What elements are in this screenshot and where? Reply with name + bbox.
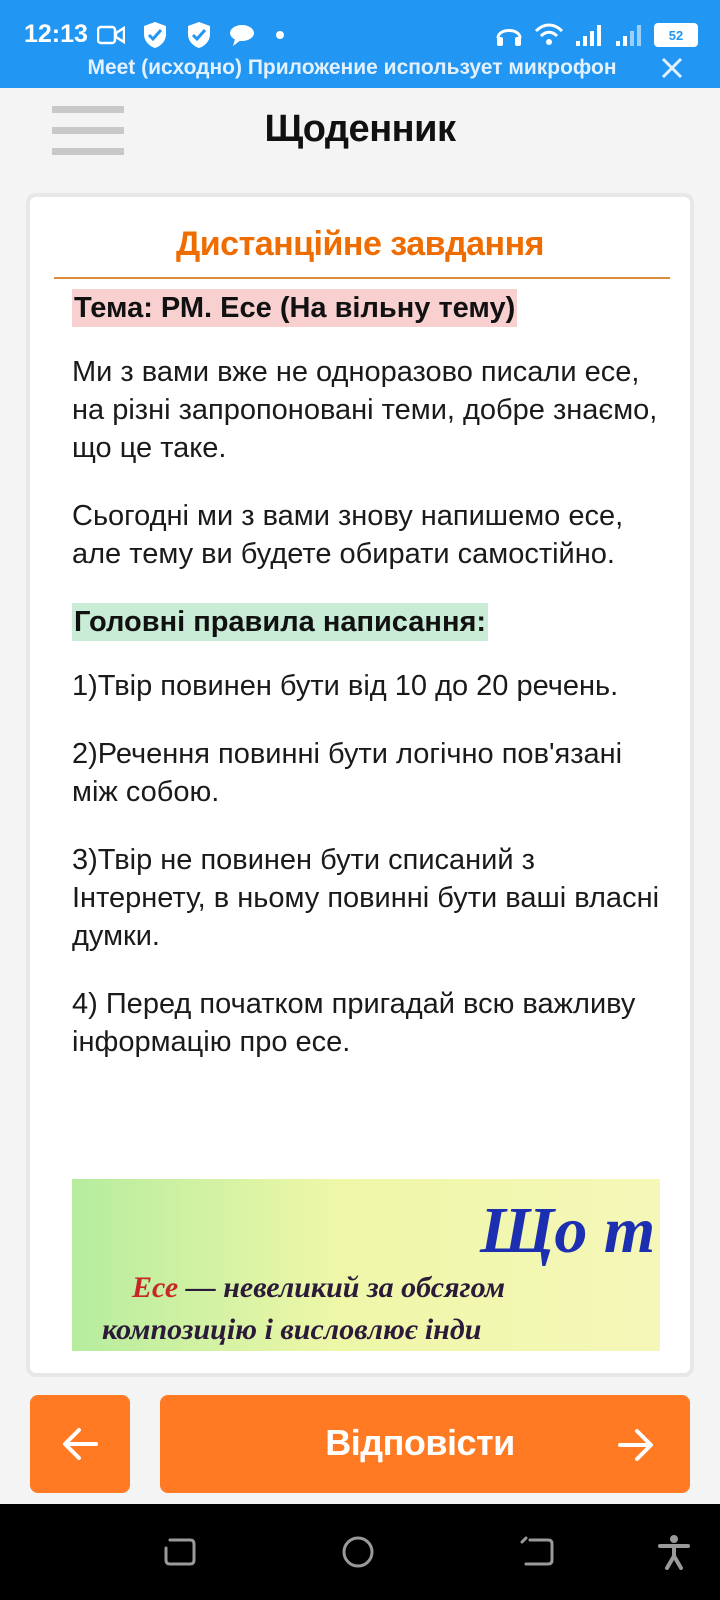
answer-button[interactable] [160,1395,690,1493]
essay-definition-image [72,1179,660,1351]
headset-icon [494,20,524,50]
assignment-content [72,289,662,1091]
arrow-right-icon [618,1428,654,1462]
wifi-icon [534,20,564,50]
video-camera-icon [96,20,126,50]
status-time: 12:13 [24,20,88,48]
system-nav-bar [0,1504,720,1600]
shield-check-icon [184,20,214,50]
rules-heading-line [72,603,662,641]
page-title: Щоденник [264,108,456,150]
mic-usage-notice[interactable] [0,56,720,80]
recent-apps-icon[interactable] [162,1534,198,1570]
card-title: Дистанційне завдання [176,225,544,263]
topic-text: Тема: РМ. Есе (На вільну тему) [72,289,517,327]
image-line-text: — невеликий за обсягом [178,1271,506,1304]
image-line [132,1271,505,1305]
mic-usage-notice-text: Meet (исходно) Приложение использует микрофон [87,56,617,79]
close-icon[interactable] [658,54,686,82]
image-term: Есе [132,1271,179,1304]
image-title: Що т [480,1194,656,1267]
rule-item: 2)Речення повинні бути логічно пов'язані між собою. [72,738,623,808]
rule-item: 3)Твір не повинен бути списаний з Інтернету, в ньому повинні бути ваші власні думки. [72,844,660,952]
action-bar [0,1380,720,1500]
assignment-card[interactable] [26,193,694,1377]
answer-button-label: Відповісти [325,1422,515,1463]
notification-dot-icon [276,31,284,39]
rule-item: 1)Твір повинен бути від 10 до 20 речень. [72,670,619,702]
back-icon[interactable] [520,1534,556,1570]
rules-heading: Головні правила написання: [72,603,488,641]
shield-check-icon [140,20,170,50]
signal-icon [574,20,604,50]
chat-bubble-icon [228,20,258,50]
home-icon[interactable] [340,1534,376,1570]
status-icons-right [494,20,698,50]
signal-icon [614,20,644,50]
topic-line [72,289,662,327]
back-button[interactable] [30,1395,130,1493]
app-header [0,88,720,188]
paragraph: Сьогодні ми з вами знову напишемо есе, але тему ви будете обирати самостійно. [72,500,624,570]
title-divider [54,277,670,279]
status-icons-left [96,20,284,50]
accessibility-icon[interactable] [656,1534,692,1570]
status-bar [0,0,720,88]
paragraph: Ми з вами вже не одноразово писали есе, на різні запропоновані теми, добре знаємо, що це таке. [72,356,658,464]
battery-icon: 52 [654,23,698,47]
rule-item: 4) Перед початком пригадай всю важливу інформацію про есе. [72,988,636,1058]
arrow-left-icon [62,1427,98,1461]
image-line: композицію і висловлює інди [102,1313,482,1346]
